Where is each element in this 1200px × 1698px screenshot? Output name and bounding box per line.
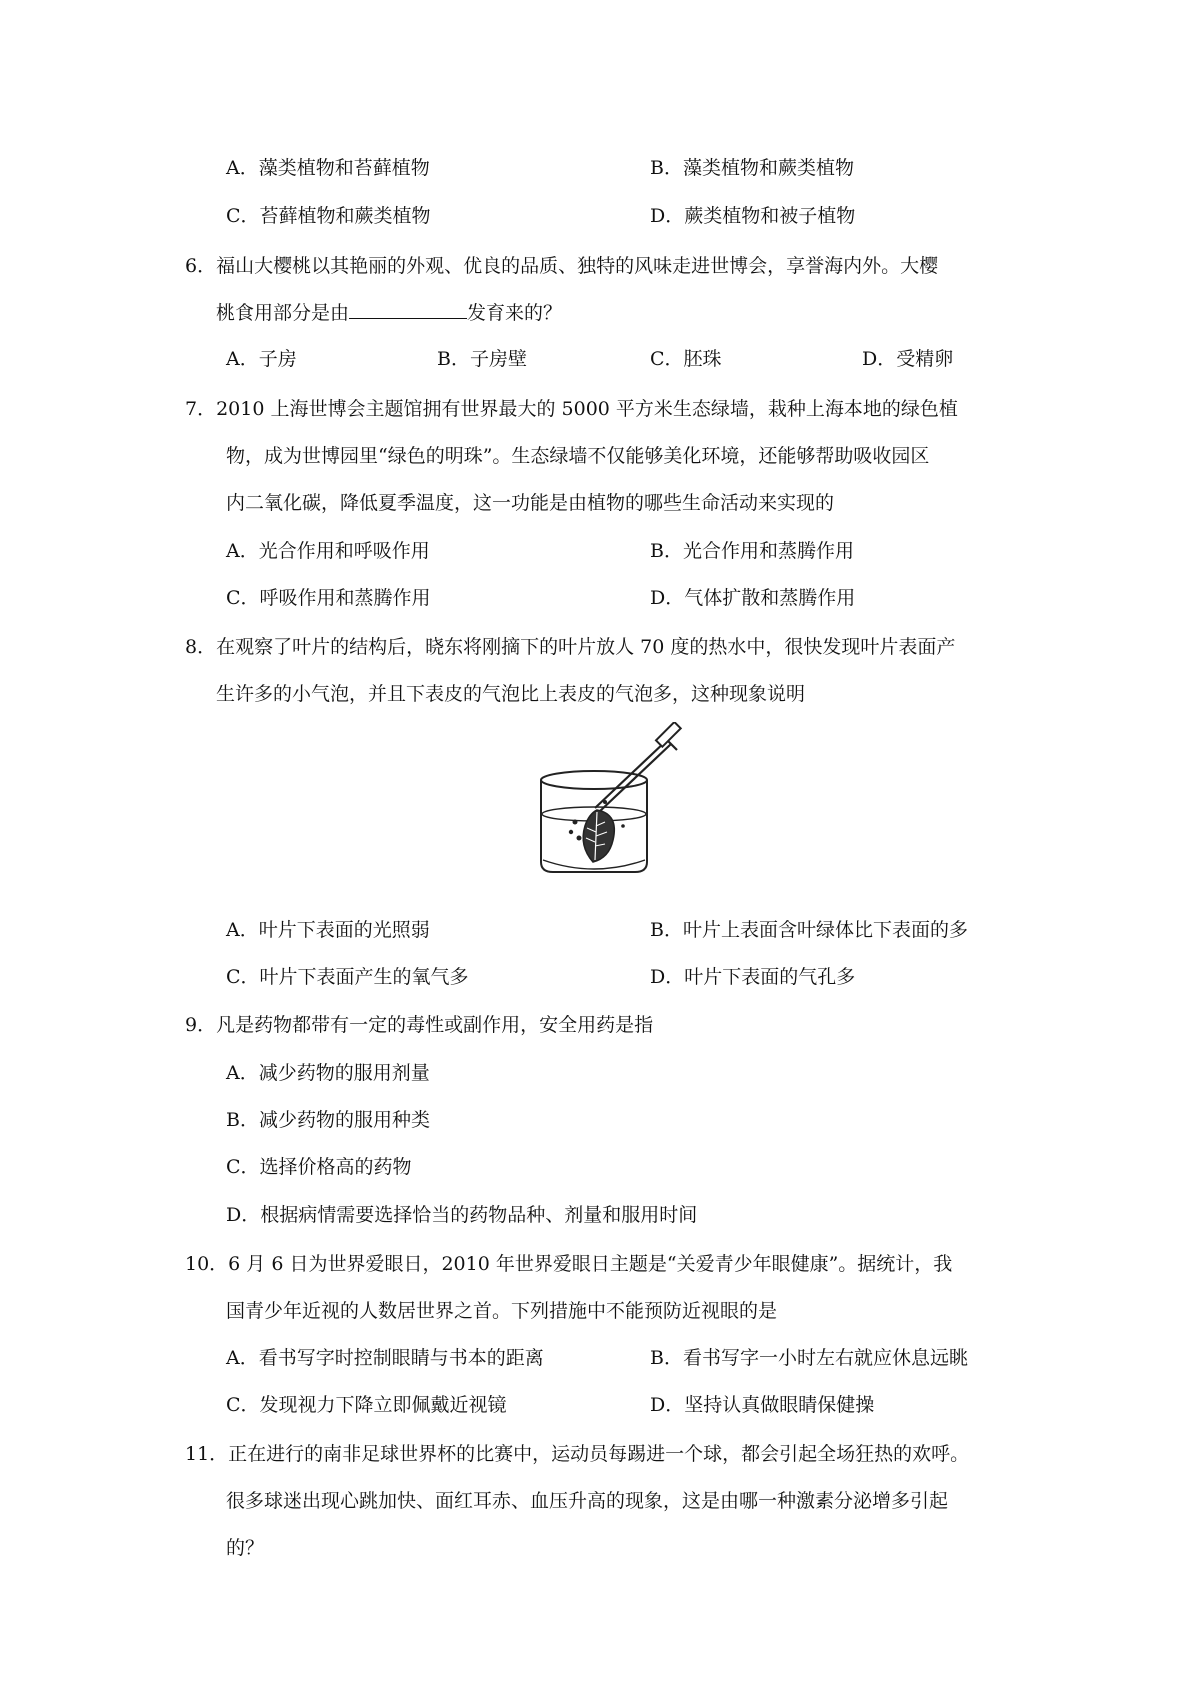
q8-option-a: A．叶片下表面的光照弱 — [226, 919, 430, 941]
q11-stem-line3: 的？ — [226, 1537, 265, 1559]
q7-stem-line1: 7．2010 上海世博会主题馆拥有世界最大的 5000 平方米生态绿墙，栽种上海本地的绿色植 — [185, 398, 958, 420]
q6-option-a: A．子房 — [226, 348, 297, 370]
q6-stem-after-blank: 发育来的？ — [467, 302, 563, 324]
q9-option-d: D．根据病情需要选择恰当的药物品种、剂量和服用时间 — [226, 1204, 698, 1226]
q10-option-b: B．看书写字一小时左右就应休息远眺 — [650, 1347, 968, 1369]
q11-stem-line1: 11．正在进行的南非足球世界杯的比赛中，运动员每踢进一个球，都会引起全场狂热的欢呼。 — [185, 1443, 970, 1465]
q7-stem-line2: 物，成为世博园里“绿色的明珠”。生态绿墙不仅能够美化环境，还能够帮助吸收园区 — [226, 445, 930, 467]
q5-option-a: A．藻类植物和苔藓植物 — [226, 157, 430, 179]
q7-stem-line3: 内二氧化碳，降低夏季温度，这一功能是由植物的哪些生命活动来实现的 — [226, 492, 835, 514]
q7-option-b: B．光合作用和蒸腾作用 — [650, 540, 854, 562]
q10-option-c: C．发现视力下降立即佩戴近视镜 — [226, 1394, 507, 1416]
q8-option-d: D．叶片下表面的气孔多 — [650, 966, 856, 988]
q9-option-c: C．选择价格高的药物 — [226, 1156, 412, 1178]
q10-option-a: A．看书写字时控制眼睛与书本的距离 — [226, 1347, 544, 1369]
q8-stem-line1: 8．在观察了叶片的结构后，晓东将刚摘下的叶片放人 70 度的热水中，很快发现叶片表面产 — [185, 636, 956, 658]
leaf — [583, 810, 614, 862]
q10-option-d: D．坚持认真做眼睛保健操 — [650, 1394, 875, 1416]
q5-option-c: C．苔藓植物和蕨类植物 — [226, 205, 431, 227]
q7-option-a: A．光合作用和呼吸作用 — [226, 540, 430, 562]
q8-option-b: B．叶片上表面含叶绿体比下表面的多 — [650, 919, 968, 941]
q8-stem-line2: 生许多的小气泡，并且下表皮的气泡比上表皮的气泡多，这种现象说明 — [216, 683, 806, 705]
q5-option-d: D．蕨类植物和被子植物 — [650, 205, 856, 227]
q9-option-a: A．减少药物的服用剂量 — [226, 1062, 430, 1084]
q6-option-c: C．胚珠 — [650, 348, 722, 370]
q6-stem-line2 — [216, 301, 562, 325]
q7-option-c: C．呼吸作用和蒸腾作用 — [226, 587, 431, 609]
q9-stem: 9．凡是药物都带有一定的毒性或副作用，安全用药是指 — [185, 1014, 654, 1036]
q5-option-b: B．藻类植物和蕨类植物 — [650, 157, 854, 179]
q6-stem-before-blank: 桃食用部分是由 — [216, 302, 350, 324]
q6-stem-line1: 6．福山大樱桃以其艳丽的外观、优良的品质、独特的风味走进世博会，享誉海内外。大樱 — [185, 255, 939, 277]
q6-option-d: D．受精卵 — [862, 348, 954, 370]
q10-stem-line2: 国青少年近视的人数居世界之首。下列措施中不能预防近视眼的是 — [226, 1300, 778, 1322]
q6-answer-blank — [349, 301, 467, 319]
q9-option-b: B．减少药物的服用种类 — [226, 1109, 430, 1131]
q6-option-b: B．子房壁 — [437, 348, 527, 370]
q11-stem-line2: 很多球迷出现心跳加快、面红耳赤、血压升高的现象，这是由哪一种激素分泌增多引起 — [226, 1490, 949, 1512]
beaker-leaf-figure — [535, 722, 690, 882]
q10-stem-line1: 10．6 月 6 日为世界爱眼日，2010 年世界爱眼日主题是“关爱青少年眼健康”。据统计，我 — [185, 1253, 953, 1275]
q7-option-d: D．气体扩散和蒸腾作用 — [650, 587, 856, 609]
q8-option-c: C．叶片下表面产生的氧气多 — [226, 966, 469, 988]
